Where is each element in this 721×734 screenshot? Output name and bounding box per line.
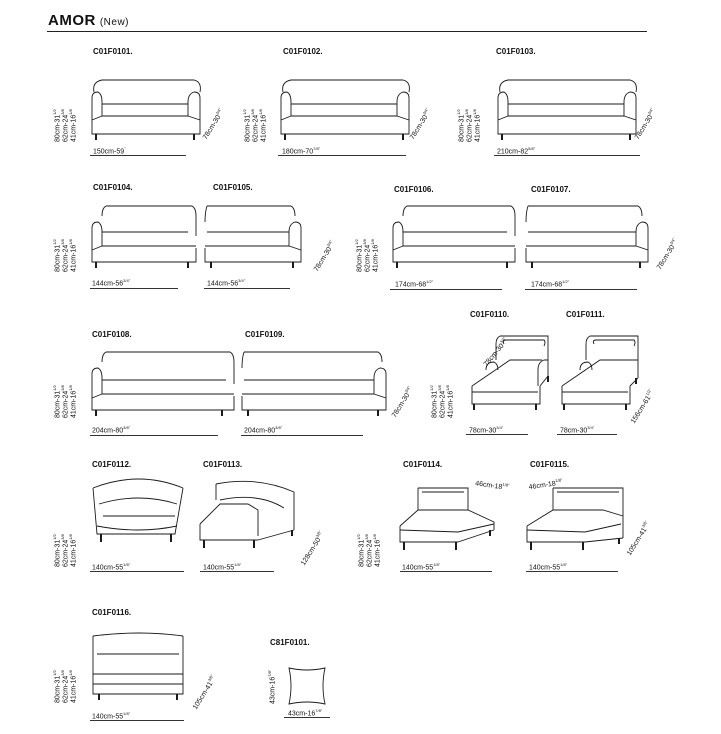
item-code: C81F0101.	[270, 638, 310, 647]
depth-dim: $78cm-30^{3/4"}$	[201, 106, 223, 141]
width-line	[204, 288, 290, 289]
width-dim: $144cm-56^{3/4"}$	[92, 278, 131, 288]
sofa-drawing	[240, 348, 390, 420]
height-dims-row2b: $80cm-31^{1/2}$ $62cm-24^{3/8}$ $41cm-16^{1/8}$	[354, 239, 380, 272]
sofa-drawing	[88, 348, 240, 420]
depth-dim: $105cm-41^{3/8"}$	[625, 519, 649, 557]
item-code: C01F0105.	[213, 183, 253, 192]
width-line	[390, 289, 502, 290]
sofa-drawing	[524, 202, 650, 272]
width-dim: $144cm-56^{3/4"}$	[207, 278, 246, 288]
item-code: C01F0103.	[496, 47, 536, 56]
item-code: C01F0104.	[93, 183, 133, 192]
depth2-dim: $46cm-18^{1/8"}$	[528, 477, 563, 492]
item-code: C01F0110.	[470, 310, 510, 319]
sofa-drawing	[466, 330, 556, 416]
width-dim: $204cm-80^{3/8"}$	[244, 425, 283, 435]
item-code: C01F0109.	[245, 330, 285, 339]
width-dim: $174cm-68^{1/2"}$	[531, 279, 570, 289]
depth-dim: $128cm-50^{3/8"}$	[299, 529, 323, 567]
width-dim: $140cm-55^{1/8"}$	[529, 562, 568, 572]
depth-dim: $78cm-30^{3/4"}$	[633, 106, 655, 141]
height-dims-row1c: $80cm-31^{1/2}$ $62cm-24^{3/8}$ $41cm-16^{1/8}$	[456, 109, 482, 142]
sofa-drawing	[525, 480, 629, 560]
header-rule	[47, 31, 647, 32]
width-line	[278, 155, 406, 156]
item-code: C01F0115.	[530, 460, 570, 469]
width-line	[90, 435, 218, 436]
height-dims-row3b: $80cm-31^{1/2}$ $62cm-24^{3/8}$ $41cm-16^{1/8}$	[429, 385, 455, 418]
page-title: AMOR (New)	[48, 12, 129, 29]
depth-dim: $46cm-18^{1/8"}$	[474, 480, 510, 492]
sofa-drawing	[89, 628, 189, 708]
cushion-drawing	[285, 664, 329, 708]
depth-dim: $78cm-30^{3/4"}$	[655, 236, 677, 271]
height-dims-row5: $80cm-31^{1/2}$ $62cm-24^{3/8}$ $41cm-16^{1/8}$	[52, 670, 78, 703]
width-line	[90, 571, 184, 572]
width-line	[526, 571, 618, 572]
depth-dim: $78cm-30^{3/4"}$	[482, 335, 507, 368]
width-line	[241, 435, 363, 436]
height-dims-row1: $80cm-31^{1/2}$ $62cm-24^{3/8}$ $41cm-16^{1/8}$	[52, 109, 78, 142]
item-code: C01F0108.	[92, 330, 132, 339]
sofa-drawing	[277, 72, 417, 142]
item-code: C01F0102.	[283, 47, 323, 56]
width-dim: $140cm-55^{1/8"}$	[402, 562, 441, 572]
sofa-drawing	[494, 72, 654, 142]
sofa-drawing	[398, 480, 498, 560]
width-dim: $204cm-80^{3/8"}$	[92, 425, 131, 435]
sofa-drawing	[198, 474, 302, 558]
height-dims-row3: $80cm-31^{1/2}$ $62cm-24^{3/8}$ $41cm-16^{1/8}$	[52, 385, 78, 418]
sofa-drawing	[389, 202, 519, 272]
item-code: C01F0101.	[93, 47, 133, 56]
page-subtitle: (New)	[99, 17, 129, 28]
width-line	[90, 720, 184, 721]
item-code: C01F0114.	[403, 460, 443, 469]
width-dim: $174cm-68^{1/2"}$	[395, 279, 434, 289]
width-line	[400, 571, 492, 572]
sofa-drawing	[88, 72, 208, 142]
sofa-drawing	[88, 202, 200, 272]
height-dims-row4: $80cm-31^{1/2}$ $62cm-24^{3/8}$ $41cm-16^{1/8}$	[52, 534, 78, 567]
width-line	[284, 717, 330, 718]
item-code: C01F0112.	[92, 460, 132, 469]
width-line	[525, 289, 637, 290]
depth-dim: $156cm-61^{1/2"}$	[629, 387, 653, 425]
item-code: C01F0107.	[531, 185, 571, 194]
item-code: C01F0106.	[394, 185, 434, 194]
width-line	[557, 434, 617, 435]
height-dims-row4b: $80cm-31^{1/2}$ $62cm-24^{3/8}$ $41cm-16^{1/8}$	[356, 534, 382, 567]
depth-dim: $105cm-41^{3/8"}$	[191, 673, 215, 711]
item-code: C01F0116.	[92, 608, 132, 617]
width-dim: $140cm-55^{1/8"}$	[92, 562, 131, 572]
width-line	[200, 571, 274, 572]
sofa-drawing	[89, 474, 189, 554]
width-line	[90, 288, 178, 289]
width-dim: $140cm-55^{1/8"}$	[92, 711, 131, 721]
width-dim: $180cm-70^{7/8"}$	[282, 146, 321, 156]
width-dim: $210cm-82^{5/8"}$	[497, 146, 536, 156]
width-line	[466, 434, 528, 435]
width-line	[90, 155, 186, 156]
width-dim: $78cm-30^{3/4"}$	[560, 425, 595, 435]
height-dims-row2: $80cm-31^{1/2}$ $62cm-24^{3/8}$ $41cm-16^{1/8}$	[52, 239, 78, 272]
height-dim: $43cm-16^{7/8"}$	[267, 669, 277, 704]
depth-dim: $78cm-30^{3/4"}$	[408, 106, 430, 141]
item-code: C01F0113.	[203, 460, 243, 469]
width-dim: $43cm-16^{7/8"}$	[288, 708, 323, 718]
width-line	[494, 155, 640, 156]
width-dim: $140cm-55^{1/8"}$	[203, 562, 242, 572]
width-dim: $78cm-30^{3/4"}$	[469, 425, 504, 435]
sofa-drawing	[203, 202, 303, 272]
width-dim: 150cm-59"	[93, 146, 126, 156]
height-dims-row1b: $80cm-31^{1/2}$ $62cm-24^{3/8}$ $41cm-16^{1/8}$	[242, 109, 268, 142]
item-code: C01F0111.	[566, 310, 605, 319]
depth-dim: $78cm-30^{3/4"}$	[312, 238, 334, 273]
depth-dim: $78cm-30^{3/4"}$	[390, 384, 412, 419]
